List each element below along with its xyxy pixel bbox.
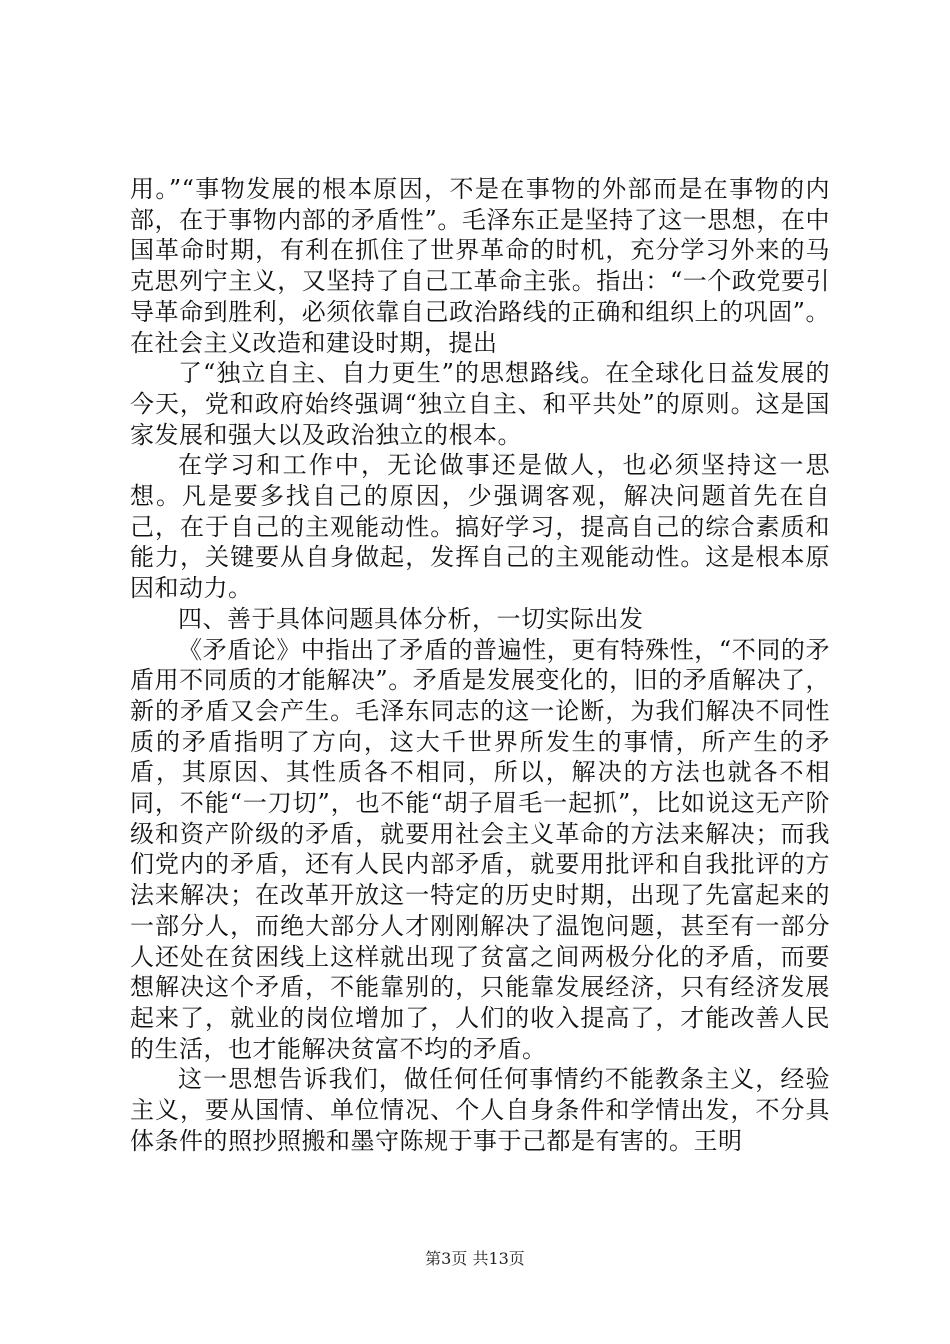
paragraph-4: 《矛盾论》中指出了矛盾的普遍性，更有特殊性，“不同的矛盾用不同质的才能解决”。矛盾是发展变化的，旧的矛盾解决了，新的矛盾又会产生。毛泽东同志的这一论断，为我们解决不同性质的矛盾指明了方向，这大千世界所发生的事情，所产生的矛盾，其原因、其性质各不相同，所以，解决的方法也就各不相同，不能“一刀切”，也不能“胡子眉毛一起抓”，比如说这无产阶级和资产阶级的矛盾，就要用社会主义革命的方法来解决；而我们党内的矛盾，还有人民内部矛盾，就要用批评和自我批评的方法来解决；在改革开放这一特定的历史时期，出现了先富起来的一部分人，而绝大部分人才刚刚解决了温饱问题，甚至有一部分人还处在贫困线上这样就出现了贫富之间两极分化的矛盾，而要想解决这个矛盾，不能靠别的，只能靠发展经济，只有经济发展起来了，就业的岗位增加了，人们的收入提高了，才能改善人民的生活，也才能解决贫富不均的矛盾。: [130, 635, 830, 1063]
paragraph-3: 在学习和工作中，无论做事还是做人，也必须坚持这一思想。凡是要多找自己的原因，少强调客观，解决问题首先在自己，在于自己的主观能动性。搞好学习，提高自己的综合素质和能力，关键要从自身做起，发挥自己的主观能动性。这是根本原因和动力。: [130, 451, 830, 603]
paragraph-2: 了“独立自主、自力更生”的思想路线。在全球化日益发展的今天，党和政府始终强调“独立自主、和平共处”的原则。这是国家发展和强大以及政治独立的根本。: [130, 359, 830, 449]
page-number-footer: 第3页 共13页: [425, 1249, 525, 1268]
document-body: [130, 174, 830, 1157]
paragraph-5: 这一思想告诉我们，做任何任何事情约不能教条主义，经验主义，要从国情、单位情况、个人自身条件和学情出发，不分具体条件的照抄照搬和墨守陈规于事于己都是有害的。王明: [130, 1065, 830, 1155]
section-heading: 四、善于具体问题具体分析，一切实际出发: [178, 604, 644, 633]
paragraph-1: 用。”“事物发展的根本原因，不是在事物的外部而是在事物的内部，在于事物内部的矛盾性”。毛泽东正是坚持了这一思想，在中国革命时期，有利在抓住了世界革命的时机，充分学习外来的马克思列宁主义，又坚持了自己工革命主张。指出：“一个政党要引导革命到胜利，必须依靠自己政治路线的正确和组织上的巩固”。在社会主义改造和建设时期，提出: [130, 175, 830, 357]
